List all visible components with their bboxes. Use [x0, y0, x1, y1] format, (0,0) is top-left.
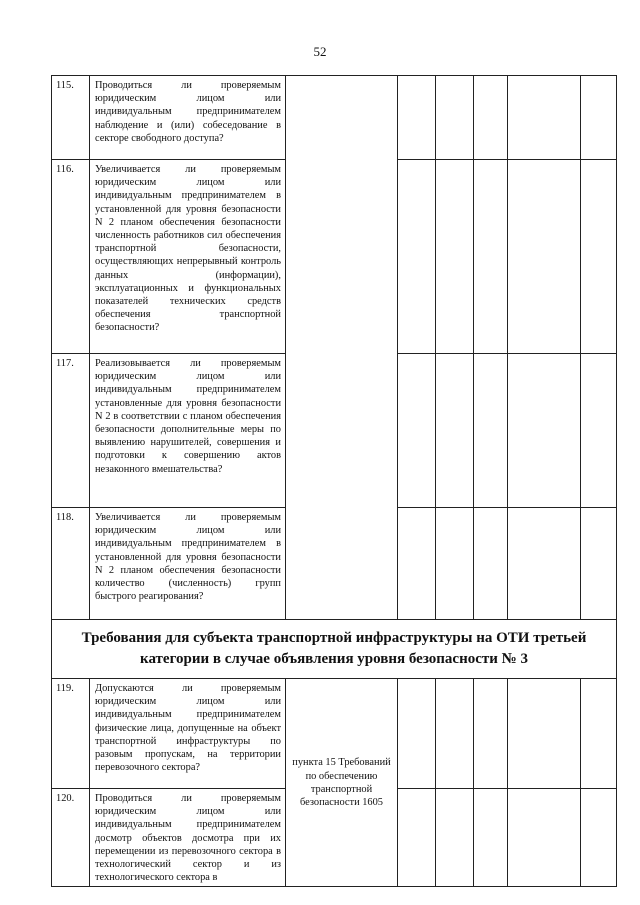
reference-text: пункта 15 Требований по обеспечению транспортной безопасности 1605: [286, 679, 398, 887]
checkbox-cell[interactable]: [581, 76, 617, 160]
question-text: Проводиться ли проверяемым юридическим лицом или индивидуальным предпринимателем наблюдение и (или) собеседование в секторе свободного доступа?: [90, 76, 286, 160]
question-text: Увеличивается ли проверяемым юридическим лицом или индивидуальным предпринимателем в установленной для уровня безопасности N 2 планом обеспечения безопасности количество (численность) групп быстрого реагирования?: [90, 508, 286, 620]
question-text: Реализовывается ли проверяемым юридическим лицом или индивидуальным предпринимателем установленные для уровня безопасности N 2 в соответствии с планом обеспечения безопасности дополнительные меры по выявлению нарушителей, совершения и подготовки к совершению актов незаконного вмешательства?: [90, 354, 286, 508]
checkbox-cell[interactable]: [436, 354, 474, 508]
page-number: 52: [313, 44, 327, 59]
checkbox-cell[interactable]: [436, 789, 474, 887]
checkbox-cell[interactable]: [581, 679, 617, 789]
reference-cell-empty: [286, 76, 398, 620]
comment-cell[interactable]: [508, 679, 581, 789]
checkbox-cell[interactable]: [398, 160, 436, 354]
row-number: 116.: [52, 160, 90, 354]
checkbox-cell[interactable]: [474, 354, 508, 508]
checkbox-cell[interactable]: [581, 160, 617, 354]
checkbox-cell[interactable]: [474, 508, 508, 620]
table-row: [52, 76, 617, 160]
row-number: 119.: [52, 679, 90, 789]
comment-cell[interactable]: [508, 160, 581, 354]
checkbox-cell[interactable]: [474, 76, 508, 160]
comment-cell[interactable]: [508, 354, 581, 508]
comment-cell[interactable]: [508, 789, 581, 887]
checkbox-cell[interactable]: [474, 789, 508, 887]
row-number: 118.: [52, 508, 90, 620]
checkbox-cell[interactable]: [398, 76, 436, 160]
comment-cell[interactable]: [508, 76, 581, 160]
checkbox-cell[interactable]: [581, 789, 617, 887]
checklist-table: [51, 75, 617, 887]
checkbox-cell[interactable]: [436, 508, 474, 620]
section-header-row: [52, 620, 617, 679]
question-text: Допускаются ли проверяемым юридическим лицом или индивидуальным предпринимателем физические лица, допущенные на объект транспортной инфраструктуры по разовым пропускам, на территории перевозочного сектора?: [90, 679, 286, 789]
checkbox-cell[interactable]: [436, 76, 474, 160]
checkbox-cell[interactable]: [436, 679, 474, 789]
table-row: [52, 679, 617, 789]
checkbox-cell[interactable]: [398, 354, 436, 508]
section-header: Требования для субъекта транспортной инфраструктуры на ОТИ третьей категории в случае объявления уровня безопасности № 3: [52, 620, 617, 679]
checkbox-cell[interactable]: [581, 508, 617, 620]
checkbox-cell[interactable]: [581, 354, 617, 508]
checkbox-cell[interactable]: [398, 789, 436, 887]
checkbox-cell[interactable]: [398, 508, 436, 620]
checkbox-cell[interactable]: [398, 679, 436, 789]
row-number: 115.: [52, 76, 90, 160]
question-text: Увеличивается ли проверяемым юридическим лицом или индивидуальным предпринимателем в установленной для уровня безопасности N 2 планом обеспечения безопасности численность работников сил обеспечения транспортной безопасности, осуществляющих непрерывный контроль данных (информации), эксплуатационных и функциональных показателей технических средств обеспечения транспортной безопасности?: [90, 160, 286, 354]
row-number: 120.: [52, 789, 90, 887]
comment-cell[interactable]: [508, 508, 581, 620]
question-text: Проводиться ли проверяемым юридическим лицом или индивидуальным предпринимателем досмотр объектов досмотра при их перемещении из перевозочного сектора в технологический сектор и из технологического сектора в: [90, 789, 286, 887]
row-number: 117.: [52, 354, 90, 508]
checkbox-cell[interactable]: [436, 160, 474, 354]
checkbox-cell[interactable]: [474, 160, 508, 354]
checkbox-cell[interactable]: [474, 679, 508, 789]
